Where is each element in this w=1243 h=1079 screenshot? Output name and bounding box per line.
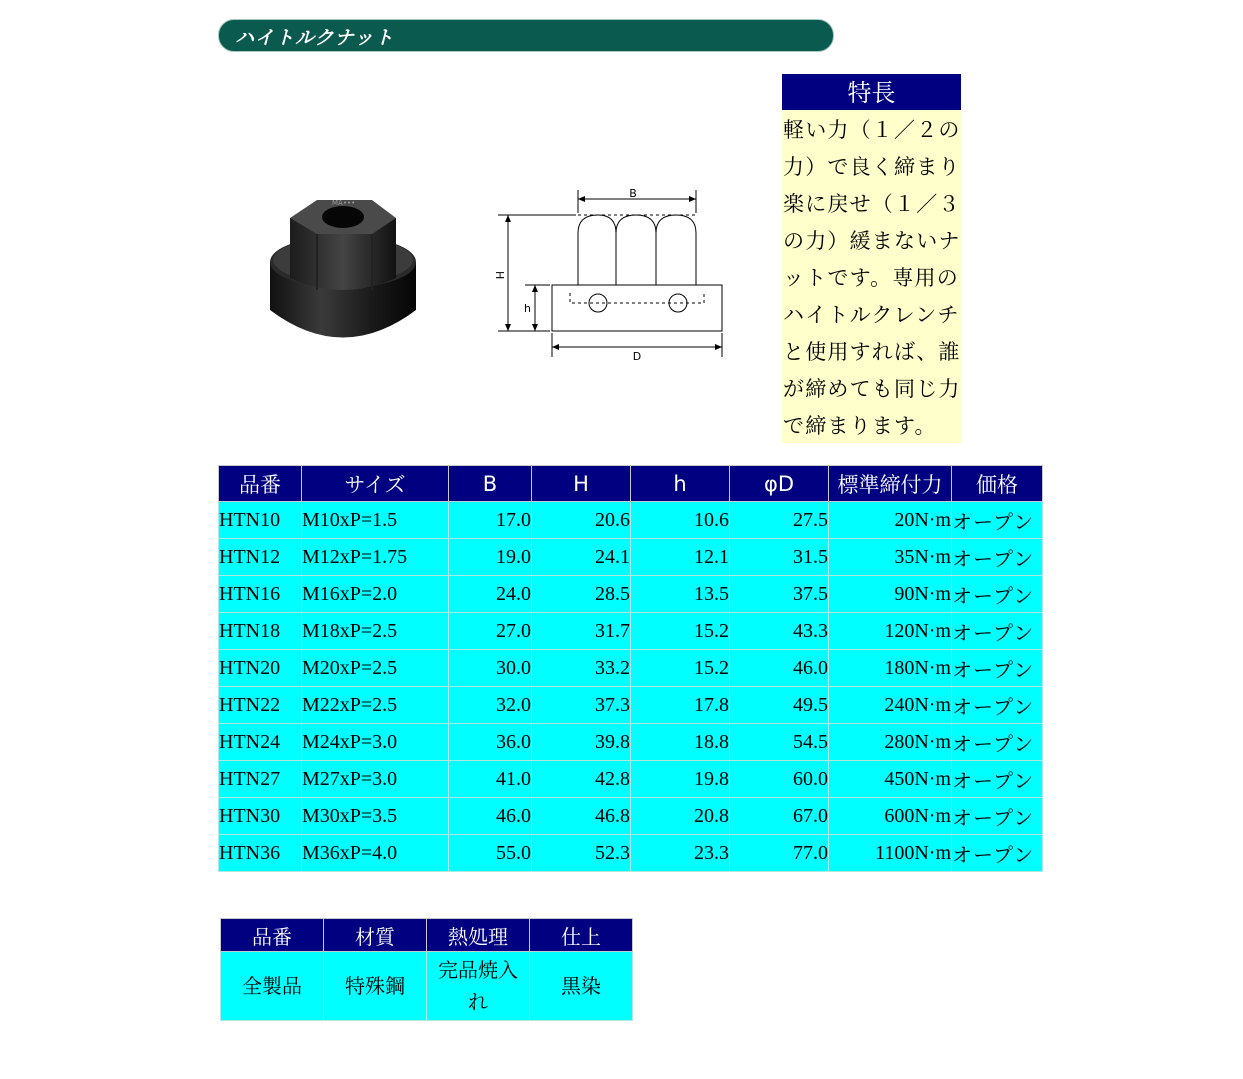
header-size: サイズ (302, 466, 449, 502)
cell-price: オープン (952, 798, 1043, 835)
cell-size: M24xP=3.0 (302, 724, 449, 761)
banner-title: ハイトルクナット (235, 27, 395, 49)
cell-torque: 280N·m (829, 724, 952, 761)
cell-torque: 20N·m (829, 502, 952, 539)
cell-price: オープン (952, 613, 1043, 650)
cell-part-no: HTN18 (219, 613, 302, 650)
cell-torque: 180N·m (829, 650, 952, 687)
table-row (219, 613, 1043, 650)
cell-b: 19.0 (449, 539, 532, 576)
cell-price: オープン (952, 724, 1043, 761)
cell-b: 41.0 (449, 761, 532, 798)
table-row (219, 576, 1043, 613)
cell-price: オープン (952, 539, 1043, 576)
cell-price: オープン (952, 576, 1043, 613)
cell-size: M12xP=1.75 (302, 539, 449, 576)
cell-h-lower: 10.6 (631, 502, 730, 539)
table-row (219, 761, 1043, 798)
header-part-no: 品番 (219, 466, 302, 502)
cell-size: M10xP=1.5 (302, 502, 449, 539)
cell-d: 31.5 (730, 539, 829, 576)
cell-h-lower: 13.5 (631, 576, 730, 613)
mat-cell-heat-treatment-text: 完品焼入れ (438, 958, 518, 1014)
cell-h-lower: 15.2 (631, 613, 730, 650)
dimension-drawing (490, 185, 730, 360)
cell-h-lower: 15.2 (631, 650, 730, 687)
material-row (221, 952, 633, 1021)
cell-d: 37.5 (730, 576, 829, 613)
header-torque: 標準締付力 (829, 466, 952, 502)
drawing-label-h-upper: H (493, 271, 506, 280)
mat-header-part-no: 品番 (221, 919, 324, 952)
cell-part-no: HTN16 (219, 576, 302, 613)
cell-price: オープン (952, 502, 1043, 539)
cell-part-no: HTN20 (219, 650, 302, 687)
cell-h-lower: 23.3 (631, 835, 730, 872)
cell-h-upper: 46.8 (532, 798, 631, 835)
cell-h-lower: 18.8 (631, 724, 730, 761)
cell-b: 17.0 (449, 502, 532, 539)
cell-part-no: HTN27 (219, 761, 302, 798)
cell-d: 60.0 (730, 761, 829, 798)
mat-cell-heat-treatment (427, 952, 530, 1021)
mat-cell-part-no: 全製品 (221, 952, 324, 1021)
cell-d: 67.0 (730, 798, 829, 835)
mat-header-material: 材質 (324, 919, 427, 952)
cell-d: 54.5 (730, 724, 829, 761)
header-price: 価格 (952, 466, 1043, 502)
mat-header-finish: 仕上 (530, 919, 633, 952)
cell-d: 77.0 (730, 835, 829, 872)
cell-part-no: HTN30 (219, 798, 302, 835)
cell-torque: 120N·m (829, 613, 952, 650)
cell-size: M18xP=2.5 (302, 613, 449, 650)
table-row (219, 687, 1043, 724)
table-row (219, 835, 1043, 872)
mat-cell-finish: 黒染 (530, 952, 633, 1021)
cell-torque: 240N·m (829, 687, 952, 724)
cell-size: M27xP=3.0 (302, 761, 449, 798)
cell-h-lower: 17.8 (631, 687, 730, 724)
cell-h-upper: 39.8 (532, 724, 631, 761)
cell-d: 27.5 (730, 502, 829, 539)
mat-cell-material: 特殊鋼 (324, 952, 427, 1021)
cell-price: オープン (952, 650, 1043, 687)
cell-size: M20xP=2.5 (302, 650, 449, 687)
cell-b: 24.0 (449, 576, 532, 613)
table-row (219, 650, 1043, 687)
spec-table (218, 465, 1043, 872)
cell-d: 49.5 (730, 687, 829, 724)
feature-heading: 特長 (782, 74, 961, 110)
header-h-lower: h (631, 466, 730, 502)
feature-text: 軽い力（１／２の力）で良く締まり楽に戻せ（１／３の力）緩まないナットです。専用のハイトルクレンチと使用すれば、誰が締めても同じ力で締まります。 (782, 110, 961, 443)
product-photo (262, 190, 424, 348)
svg-text:MA•••: MA••• (332, 199, 356, 207)
cell-h-lower: 12.1 (631, 539, 730, 576)
cell-b: 32.0 (449, 687, 532, 724)
mat-header-heat-treatment: 熱処理 (427, 919, 530, 952)
table-row (219, 539, 1043, 576)
cell-size: M36xP=4.0 (302, 835, 449, 872)
cell-size: M22xP=2.5 (302, 687, 449, 724)
material-header-row (221, 919, 633, 952)
cell-part-no: HTN10 (219, 502, 302, 539)
table-row (219, 724, 1043, 761)
cell-part-no: HTN22 (219, 687, 302, 724)
cell-b: 55.0 (449, 835, 532, 872)
drawing-label-h-lower: h (524, 302, 531, 315)
cell-h-upper: 20.6 (532, 502, 631, 539)
cell-h-upper: 24.1 (532, 539, 631, 576)
material-table (220, 918, 633, 1021)
cell-h-upper: 37.3 (532, 687, 631, 724)
cell-price: オープン (952, 761, 1043, 798)
header-h-upper: H (532, 466, 631, 502)
cell-h-upper: 28.5 (532, 576, 631, 613)
drawing-label-d: D (632, 350, 642, 360)
cell-b: 27.0 (449, 613, 532, 650)
drawing-label-b: B (629, 187, 637, 200)
cell-part-no: HTN24 (219, 724, 302, 761)
cell-d: 43.3 (730, 613, 829, 650)
cell-price: オープン (952, 687, 1043, 724)
cell-size: M16xP=2.0 (302, 576, 449, 613)
cell-h-upper: 33.2 (532, 650, 631, 687)
cell-torque: 450N·m (829, 761, 952, 798)
cell-torque: 600N·m (829, 798, 952, 835)
feature-box (782, 74, 961, 443)
cell-size: M30xP=3.5 (302, 798, 449, 835)
header-b: B (449, 466, 532, 502)
cell-price: オープン (952, 835, 1043, 872)
cell-h-upper: 31.7 (532, 613, 631, 650)
cell-b: 46.0 (449, 798, 532, 835)
cell-h-lower: 20.8 (631, 798, 730, 835)
title-banner (218, 19, 834, 52)
spec-header-row (219, 466, 1043, 502)
table-row (219, 798, 1043, 835)
cell-torque: 1100N·m (829, 835, 952, 872)
cell-part-no: HTN12 (219, 539, 302, 576)
cell-torque: 35N·m (829, 539, 952, 576)
cell-torque: 90N·m (829, 576, 952, 613)
cell-b: 30.0 (449, 650, 532, 687)
cell-part-no: HTN36 (219, 835, 302, 872)
cell-h-upper: 42.8 (532, 761, 631, 798)
header-d: φD (730, 466, 829, 502)
cell-h-upper: 52.3 (532, 835, 631, 872)
cell-d: 46.0 (730, 650, 829, 687)
cell-b: 36.0 (449, 724, 532, 761)
cell-h-lower: 19.8 (631, 761, 730, 798)
table-row (219, 502, 1043, 539)
